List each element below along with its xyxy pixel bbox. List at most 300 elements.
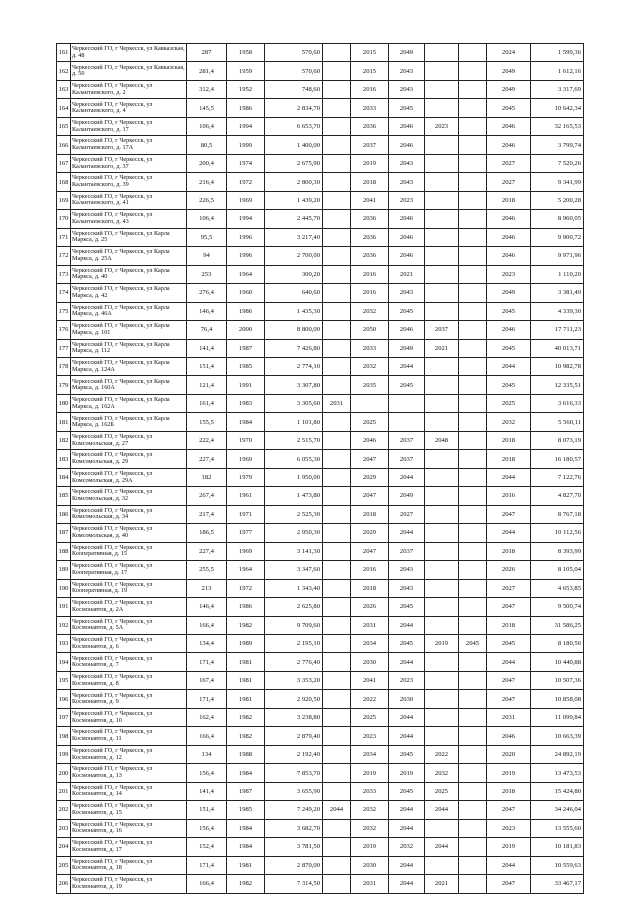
year-col-6-cell: 2049: [487, 62, 531, 80]
year-built-cell: 1983: [227, 394, 265, 412]
year-col-2-cell: 2036: [351, 117, 389, 135]
year-col-2-cell: 2015: [351, 44, 389, 62]
year-col-2-cell: 2023: [351, 727, 389, 745]
area-value-cell: 171,4: [187, 653, 227, 671]
row-number-cell: 181: [57, 413, 71, 431]
year-col-5-cell: [459, 247, 487, 265]
year-built-cell: 1972: [227, 579, 265, 597]
year-col-6-cell: 2018: [487, 450, 531, 468]
year-col-3-cell: 2044: [389, 357, 425, 375]
year-col-3-cell: 2044: [389, 801, 425, 819]
year-col-1-cell: [323, 598, 351, 616]
area-value-cell: 95,5: [187, 228, 227, 246]
year-col-2-cell: 2025: [351, 413, 389, 431]
area-value-cell: 276,4: [187, 284, 227, 302]
year-col-4-cell: [425, 413, 459, 431]
table-row: [57, 394, 584, 412]
year-col-6-cell: 2047: [487, 690, 531, 708]
table-row: [57, 302, 584, 320]
year-col-3-cell: 2044: [389, 653, 425, 671]
year-built-cell: 1986: [227, 598, 265, 616]
total-value-cell: 17 711,23: [531, 321, 584, 339]
year-col-2-cell: 2030: [351, 856, 389, 874]
year-col-2-cell: 2041: [351, 671, 389, 689]
year-col-2-cell: 2047: [351, 450, 389, 468]
year-col-3-cell: 2044: [389, 468, 425, 486]
cost-value-cell: 8 800,00: [265, 321, 323, 339]
year-col-6-cell: 2026: [487, 561, 531, 579]
year-built-cell: 1959: [227, 62, 265, 80]
year-col-3-cell: 2023: [389, 671, 425, 689]
row-number-cell: 194: [57, 653, 71, 671]
address-cell: Черкесский ГО, г Черкесск, ул Карла Маркса, д. 101: [71, 321, 187, 339]
year-col-5-cell: [459, 321, 487, 339]
year-col-2-cell: 2033: [351, 99, 389, 117]
year-col-5-cell: [459, 524, 487, 542]
year-col-3-cell: 2043: [389, 154, 425, 172]
cost-value-cell: 1 343,40: [265, 579, 323, 597]
total-value-cell: 8 073,19: [531, 431, 584, 449]
area-value-cell: 146,4: [187, 598, 227, 616]
area-value-cell: 141,4: [187, 339, 227, 357]
year-col-4-cell: 2025: [425, 782, 459, 800]
total-value-cell: 5 560,11: [531, 413, 584, 431]
total-value-cell: 9 971,96: [531, 247, 584, 265]
area-value-cell: 162,4: [187, 708, 227, 726]
year-built-cell: 1999: [227, 136, 265, 154]
year-col-1-cell: [323, 579, 351, 597]
row-number-cell: 180: [57, 394, 71, 412]
cost-value-cell: 3 307,80: [265, 376, 323, 394]
year-col-1-cell: [323, 191, 351, 209]
row-number-cell: 199: [57, 745, 71, 763]
row-number-cell: 178: [57, 357, 71, 375]
year-col-5-cell: [459, 173, 487, 191]
year-col-1-cell: 2031: [323, 394, 351, 412]
year-built-cell: 1969: [227, 542, 265, 560]
total-value-cell: 3 799,74: [531, 136, 584, 154]
row-number-cell: 187: [57, 524, 71, 542]
total-value-cell: 8 180,56: [531, 635, 584, 653]
total-value-cell: 16 180,57: [531, 450, 584, 468]
area-value-cell: 217,4: [187, 505, 227, 523]
area-value-cell: 287: [187, 44, 227, 62]
table-row: [57, 782, 584, 800]
table-row: [57, 450, 584, 468]
year-col-6-cell: 2032: [487, 413, 531, 431]
total-value-cell: 8 960,05: [531, 210, 584, 228]
year-col-5-cell: [459, 339, 487, 357]
row-number-cell: 195: [57, 671, 71, 689]
year-col-1-cell: [323, 413, 351, 431]
year-col-4-cell: [425, 154, 459, 172]
year-col-5-cell: [459, 99, 487, 117]
cost-value-cell: 1 101,80: [265, 413, 323, 431]
cost-value-cell: 7 426,80: [265, 339, 323, 357]
cost-value-cell: 2 700,00: [265, 247, 323, 265]
year-col-1-cell: [323, 838, 351, 856]
year-col-5-cell: [459, 394, 487, 412]
table-row: [57, 228, 584, 246]
total-value-cell: 13 555,60: [531, 819, 584, 837]
year-col-3-cell: 2044: [389, 524, 425, 542]
row-number-cell: 166: [57, 136, 71, 154]
year-col-6-cell: 2023: [487, 819, 531, 837]
table-row: [57, 468, 584, 486]
year-col-4-cell: 2044: [425, 838, 459, 856]
year-col-5-cell: [459, 450, 487, 468]
year-col-5-cell: [459, 210, 487, 228]
table-row: [57, 801, 584, 819]
year-col-6-cell: 2047: [487, 801, 531, 819]
year-col-4-cell: [425, 450, 459, 468]
total-value-cell: 8 393,99: [531, 542, 584, 560]
table-row: [57, 838, 584, 856]
year-col-1-cell: [323, 468, 351, 486]
total-value-cell: 24 892,19: [531, 745, 584, 763]
year-col-1-cell: [323, 339, 351, 357]
year-col-1-cell: [323, 302, 351, 320]
year-col-6-cell: 2045: [487, 635, 531, 653]
row-number-cell: 177: [57, 339, 71, 357]
address-cell: Черкесский ГО, г Черкесск, ул Карла Маркса, д. 25: [71, 228, 187, 246]
year-col-6-cell: 2046: [487, 247, 531, 265]
year-col-5-cell: [459, 431, 487, 449]
area-value-cell: 171,4: [187, 690, 227, 708]
address-cell: Черкесский ГО, г Черкесск, ул Карла Маркса, д. 162Б: [71, 413, 187, 431]
cost-value-cell: 2 525,30: [265, 505, 323, 523]
year-col-3-cell: 2032: [389, 838, 425, 856]
row-number-cell: 197: [57, 708, 71, 726]
address-cell: Черкесский ГО, г Черкесск, ул Кооперативная, д. 15: [71, 542, 187, 560]
year-col-6-cell: 2047: [487, 505, 531, 523]
year-col-4-cell: 2022: [425, 745, 459, 763]
row-number-cell: 193: [57, 635, 71, 653]
year-col-4-cell: [425, 191, 459, 209]
row-number-cell: 204: [57, 838, 71, 856]
year-built-cell: 1986: [227, 302, 265, 320]
year-col-1-cell: [323, 44, 351, 62]
area-value-cell: 281,4: [187, 62, 227, 80]
table-row: [57, 173, 584, 191]
year-col-6-cell: 2018: [487, 542, 531, 560]
address-cell: Черкесский ГО, г Черкесск, ул Калантаевского, д. 37: [71, 154, 187, 172]
area-value-cell: 121,4: [187, 376, 227, 394]
area-value-cell: 151,4: [187, 357, 227, 375]
cost-value-cell: 7 853,70: [265, 764, 323, 782]
address-cell: Черкесский ГО, г Черкесск, ул Космонавтов, д. 5А: [71, 616, 187, 634]
year-col-1-cell: [323, 875, 351, 893]
table-row: [57, 117, 584, 135]
cost-value-cell: 7 314,50: [265, 875, 323, 893]
year-col-3-cell: 2045: [389, 376, 425, 394]
row-number-cell: 186: [57, 505, 71, 523]
address-cell: Черкесский ГО, г Черкесск, ул Калантаевского, д. 41: [71, 191, 187, 209]
total-value-cell: 7 520,26: [531, 154, 584, 172]
year-col-5-cell: [459, 579, 487, 597]
row-number-cell: 162: [57, 62, 71, 80]
area-value-cell: 152,4: [187, 838, 227, 856]
year-built-cell: 1996: [227, 228, 265, 246]
row-number-cell: 198: [57, 727, 71, 745]
year-built-cell: 1994: [227, 210, 265, 228]
cost-value-cell: 2 920,50: [265, 690, 323, 708]
year-built-cell: 1972: [227, 173, 265, 191]
year-col-1-cell: [323, 62, 351, 80]
table-row: [57, 191, 584, 209]
year-built-cell: 1958: [227, 44, 265, 62]
table-row: [57, 505, 584, 523]
year-col-3-cell: 2021: [389, 265, 425, 283]
year-col-1-cell: [323, 505, 351, 523]
year-col-4-cell: [425, 819, 459, 837]
total-value-cell: 9 500,74: [531, 598, 584, 616]
address-cell: Черкесский ГО, г Черкесск, ул Комсомольская, д. 29А: [71, 468, 187, 486]
table-row: [57, 413, 584, 431]
year-col-1-cell: [323, 524, 351, 542]
total-value-cell: 10 112,56: [531, 524, 584, 542]
address-cell: Черкесский ГО, г Черкесск, ул Космонавтов, д. 10: [71, 708, 187, 726]
total-value-cell: 12 335,51: [531, 376, 584, 394]
cost-value-cell: 7 249,20: [265, 801, 323, 819]
year-col-2-cell: 2026: [351, 598, 389, 616]
cost-value-cell: 2 834,70: [265, 99, 323, 117]
year-col-2-cell: 2050: [351, 321, 389, 339]
row-number-cell: 196: [57, 690, 71, 708]
cost-value-cell: 3 217,40: [265, 228, 323, 246]
total-value-cell: 4 827,70: [531, 487, 584, 505]
year-col-5-cell: [459, 671, 487, 689]
row-number-cell: 165: [57, 117, 71, 135]
table-row: [57, 764, 584, 782]
year-col-1-cell: [323, 708, 351, 726]
total-value-cell: 31 586,25: [531, 616, 584, 634]
year-col-5-cell: [459, 136, 487, 154]
year-col-5-cell: [459, 154, 487, 172]
year-col-1-cell: [323, 265, 351, 283]
year-built-cell: 1987: [227, 782, 265, 800]
year-col-4-cell: [425, 44, 459, 62]
year-col-2-cell: 2029: [351, 524, 389, 542]
table-row: [57, 99, 584, 117]
year-col-6-cell: 2046: [487, 228, 531, 246]
year-col-6-cell: 2018: [487, 616, 531, 634]
year-col-3-cell: 2045: [389, 302, 425, 320]
table-row: [57, 542, 584, 560]
year-col-2-cell: 2031: [351, 875, 389, 893]
year-col-6-cell: 2044: [487, 357, 531, 375]
year-built-cell: 1952: [227, 80, 265, 98]
address-cell: Черкесский ГО, г Черкесск, ул Карла Маркса, д. 160А: [71, 376, 187, 394]
year-col-5-cell: [459, 745, 487, 763]
year-col-5-cell: [459, 801, 487, 819]
table-row: [57, 616, 584, 634]
address-cell: Черкесский ГО, г Черкесск, ул Космонавтов, д. 2А: [71, 598, 187, 616]
year-col-1-cell: [323, 487, 351, 505]
address-cell: Черкесский ГО, г Черкесск, ул Комсомольская, д. 40: [71, 524, 187, 542]
year-col-6-cell: 2025: [487, 394, 531, 412]
year-col-4-cell: 2019: [425, 635, 459, 653]
year-col-1-cell: [323, 376, 351, 394]
cost-value-cell: 1 473,80: [265, 487, 323, 505]
address-cell: Черкесский ГО, г Черкесск, ул Кавказская, д. 50: [71, 62, 187, 80]
address-cell: Черкесский ГО, г Черкесск, ул Калантаевского, д. 4: [71, 99, 187, 117]
year-col-4-cell: [425, 524, 459, 542]
year-col-5-cell: [459, 117, 487, 135]
year-col-5-cell: [459, 616, 487, 634]
year-col-2-cell: 2025: [351, 708, 389, 726]
year-col-4-cell: [425, 598, 459, 616]
address-cell: Черкесский ГО, г Черкесск, ул Карла Маркса, д. 46А: [71, 302, 187, 320]
address-cell: Черкесский ГО, г Черкесск, ул Калантаевского, д. 39: [71, 173, 187, 191]
area-value-cell: 134: [187, 745, 227, 763]
area-value-cell: 200,4: [187, 154, 227, 172]
year-built-cell: 1981: [227, 671, 265, 689]
row-number-cell: 183: [57, 450, 71, 468]
year-col-6-cell: 2018: [487, 431, 531, 449]
cost-value-cell: 2 675,90: [265, 154, 323, 172]
cost-value-cell: 9 709,60: [265, 616, 323, 634]
year-col-5-cell: [459, 302, 487, 320]
year-col-2-cell: 2019: [351, 838, 389, 856]
year-col-1-cell: [323, 856, 351, 874]
year-built-cell: 1988: [227, 745, 265, 763]
total-value-cell: 1 599,36: [531, 44, 584, 62]
year-col-2-cell: 2032: [351, 357, 389, 375]
year-col-5-cell: [459, 284, 487, 302]
year-col-4-cell: [425, 505, 459, 523]
year-col-6-cell: 2046: [487, 117, 531, 135]
row-number-cell: 203: [57, 819, 71, 837]
address-cell: Черкесский ГО, г Черкесск, ул Комсомольская, д. 32: [71, 487, 187, 505]
year-built-cell: 1982: [227, 875, 265, 893]
address-cell: Черкесский ГО, г Черкесск, ул Калантаевского, д. 43: [71, 210, 187, 228]
year-built-cell: 1982: [227, 708, 265, 726]
year-col-3-cell: 2045: [389, 745, 425, 763]
total-value-cell: 8 105,04: [531, 561, 584, 579]
area-value-cell: 167,4: [187, 671, 227, 689]
year-col-1-cell: [323, 542, 351, 560]
area-value-cell: 216,4: [187, 173, 227, 191]
table-row: [57, 727, 584, 745]
year-col-1-cell: [323, 653, 351, 671]
area-value-cell: 186,5: [187, 524, 227, 542]
total-value-cell: 10 440,88: [531, 653, 584, 671]
year-col-6-cell: 2045: [487, 302, 531, 320]
area-value-cell: 171,4: [187, 856, 227, 874]
cost-value-cell: 640,60: [265, 284, 323, 302]
year-col-5-cell: [459, 505, 487, 523]
year-col-2-cell: 2047: [351, 487, 389, 505]
address-cell: Черкесский ГО, г Черкесск, ул Космонавтов, д. 18: [71, 856, 187, 874]
year-col-5-cell: [459, 468, 487, 486]
area-value-cell: 141,4: [187, 782, 227, 800]
area-value-cell: 255,5: [187, 561, 227, 579]
row-number-cell: 179: [57, 376, 71, 394]
row-number-cell: 171: [57, 228, 71, 246]
total-value-cell: 3 317,69: [531, 80, 584, 98]
address-cell: Черкесский ГО, г Черкесск, ул Карла Маркса, д. 40: [71, 265, 187, 283]
year-col-4-cell: [425, 394, 459, 412]
total-value-cell: 9 341,99: [531, 173, 584, 191]
row-number-cell: 202: [57, 801, 71, 819]
area-value-cell: 166,4: [187, 727, 227, 745]
address-cell: Черкесский ГО, г Черкесск, ул Космонавтов, д. 14: [71, 782, 187, 800]
year-col-3-cell: 2046: [389, 228, 425, 246]
year-col-5-cell: [459, 838, 487, 856]
total-value-cell: 40 013,71: [531, 339, 584, 357]
year-col-6-cell: 2027: [487, 154, 531, 172]
cost-value-cell: 2 776,40: [265, 653, 323, 671]
year-col-3-cell: 2037: [389, 450, 425, 468]
year-col-1-cell: [323, 431, 351, 449]
year-col-4-cell: 2032: [425, 764, 459, 782]
total-value-cell: 10 642,34: [531, 99, 584, 117]
year-col-2-cell: 2031: [351, 616, 389, 634]
year-col-3-cell: 2044: [389, 727, 425, 745]
address-cell: Черкесский ГО, г Черкесск, ул Космонавтов, д. 12: [71, 745, 187, 763]
address-cell: Черкесский ГО, г Черкесск, ул Карла Маркса, д. 124А: [71, 357, 187, 375]
cost-value-cell: 1 400,00: [265, 136, 323, 154]
year-col-3-cell: 2044: [389, 875, 425, 893]
area-value-cell: 106,4: [187, 117, 227, 135]
address-cell: Черкесский ГО, г Черкесск, ул Карла Маркса, д. 25А: [71, 247, 187, 265]
year-col-5-cell: [459, 561, 487, 579]
total-value-cell: 34 246,04: [531, 801, 584, 819]
area-value-cell: 253: [187, 265, 227, 283]
table-row: [57, 247, 584, 265]
year-col-5-cell: [459, 487, 487, 505]
year-col-2-cell: 2018: [351, 579, 389, 597]
year-col-4-cell: 2037: [425, 321, 459, 339]
year-built-cell: 1991: [227, 376, 265, 394]
table-row: [57, 154, 584, 172]
table-row: [57, 653, 584, 671]
year-built-cell: 1981: [227, 653, 265, 671]
table-row: [57, 357, 584, 375]
year-col-6-cell: 2044: [487, 468, 531, 486]
year-col-1-cell: [323, 671, 351, 689]
area-value-cell: 227,4: [187, 450, 227, 468]
year-col-2-cell: 2034: [351, 745, 389, 763]
year-built-cell: 2000: [227, 321, 265, 339]
year-col-4-cell: 2021: [425, 875, 459, 893]
address-cell: Черкесский ГО, г Черкесск, ул Космонавтов, д. 11: [71, 727, 187, 745]
total-value-cell: 32 165,53: [531, 117, 584, 135]
year-col-4-cell: 2044: [425, 801, 459, 819]
year-built-cell: 1985: [227, 357, 265, 375]
address-cell: Черкесский ГО, г Черкесск, ул Космонавтов, д. 8: [71, 671, 187, 689]
year-col-6-cell: 2044: [487, 856, 531, 874]
year-col-5-cell: [459, 228, 487, 246]
year-col-1-cell: [323, 173, 351, 191]
table-row: [57, 856, 584, 874]
row-number-cell: 206: [57, 875, 71, 893]
year-col-1-cell: 2044: [323, 801, 351, 819]
year-col-6-cell: 2044: [487, 524, 531, 542]
year-col-6-cell: 2031: [487, 708, 531, 726]
year-col-3-cell: 2046: [389, 247, 425, 265]
address-cell: Черкесский ГО, г Черкесск, ул Комсомольская, д. 29: [71, 450, 187, 468]
address-cell: Черкесский ГО, г Черкесск, ул Карла Маркса, д. 162А: [71, 394, 187, 412]
area-value-cell: 226,5: [187, 191, 227, 209]
area-value-cell: 213: [187, 579, 227, 597]
year-col-3-cell: 2030: [389, 690, 425, 708]
year-col-4-cell: [425, 357, 459, 375]
year-col-3-cell: 2045: [389, 598, 425, 616]
row-number-cell: 205: [57, 856, 71, 874]
year-col-2-cell: 2036: [351, 210, 389, 228]
